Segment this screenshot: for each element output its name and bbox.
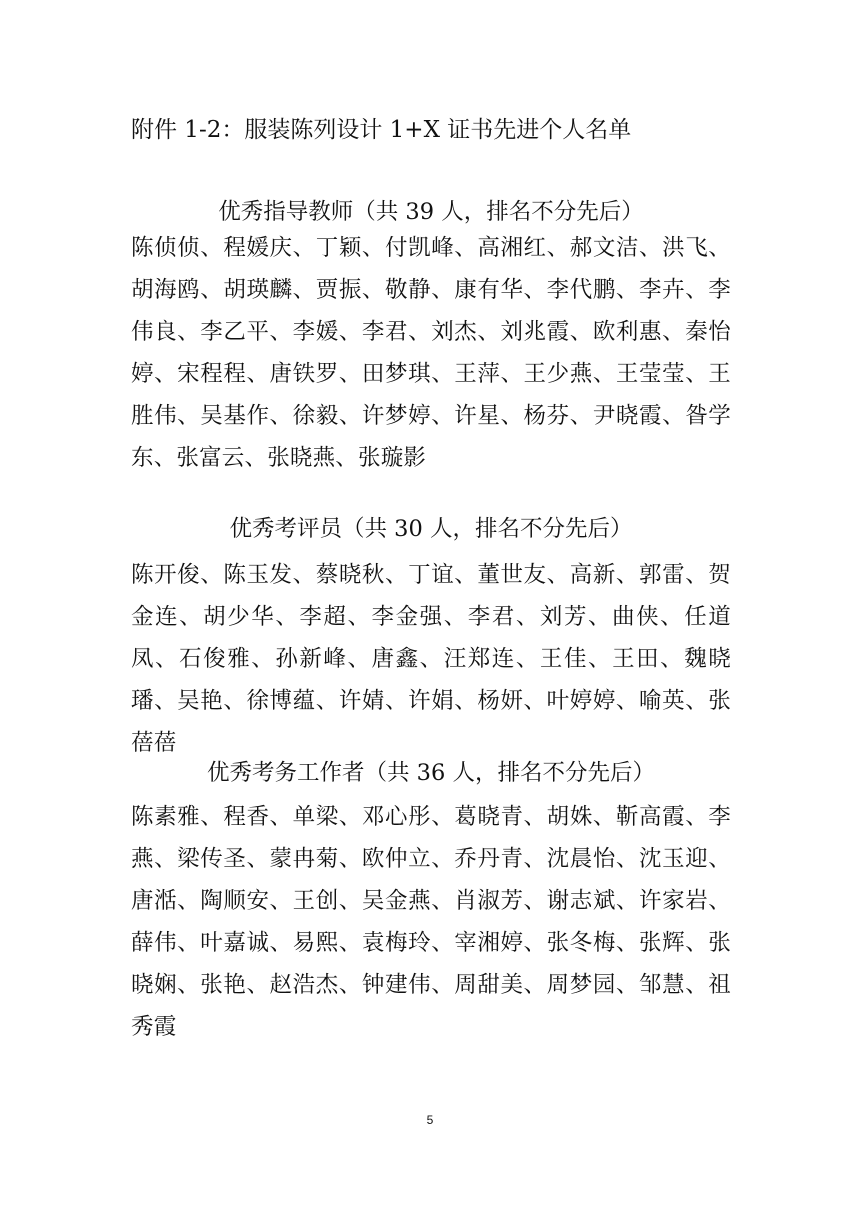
document-title: 附件 1-2：服装陈列设计 1+X 证书先进个人名单	[131, 117, 632, 143]
page-number: 5	[426, 1113, 434, 1127]
section-heading-instructors: 优秀指导教师（共 39 人，排名不分先后）	[218, 199, 644, 225]
section-names-instructors: 陈侦侦、程媛庆、丁颖、付凯峰、高湘红、郝文洁、洪飞、胡海鸥、胡瑛麟、贾振、敬静、康有华、李代鹏、李卉、李伟良、李乙平、李媛、李君、刘杰、刘兆霞、欧利惠、秦怡婷、宋程程、唐铁罗、田梦琪、王萍、王少燕、王莹莹、王胜伟、吴基作、徐毅、许梦婷、许星、杨芬、尹晓霞、昝学东、张富云、张晓燕、张璇影	[131, 235, 731, 471]
section-names-exam-staff: 陈素雅、程香、单梁、邓心彤、葛晓青、胡姝、靳高霞、李燕、梁传圣、蒙冉菊、欧仲立、乔丹青、沈晨怡、沈玉迎、唐湉、陶顺安、王创、吴金燕、肖淑芳、谢志斌、许家岩、薛伟、叶嘉诚、易熙、袁梅玲、宰湘婷、张冬梅、张辉、张晓娴、张艳、赵浩杰、钟建伟、周甜美、周梦园、邹慧、祖秀霞	[131, 804, 731, 1040]
section-heading-examiners: 优秀考评员（共 30 人，排名不分先后）	[229, 516, 633, 542]
section-heading-exam-staff: 优秀考务工作者（共 36 人，排名不分先后）	[207, 760, 655, 786]
section-names-examiners: 陈开俊、陈玉发、蔡晓秋、丁谊、董世友、高新、郭雷、贺金连、胡少华、李超、李金强、李君、刘芳、曲侠、任道凤、石俊雅、孙新峰、唐鑫、汪郑连、王佳、王田、魏晓璠、吴艳、徐博蕴、许婧、许娟、杨妍、叶婷婷、喻英、张蓓蓓	[131, 562, 731, 756]
